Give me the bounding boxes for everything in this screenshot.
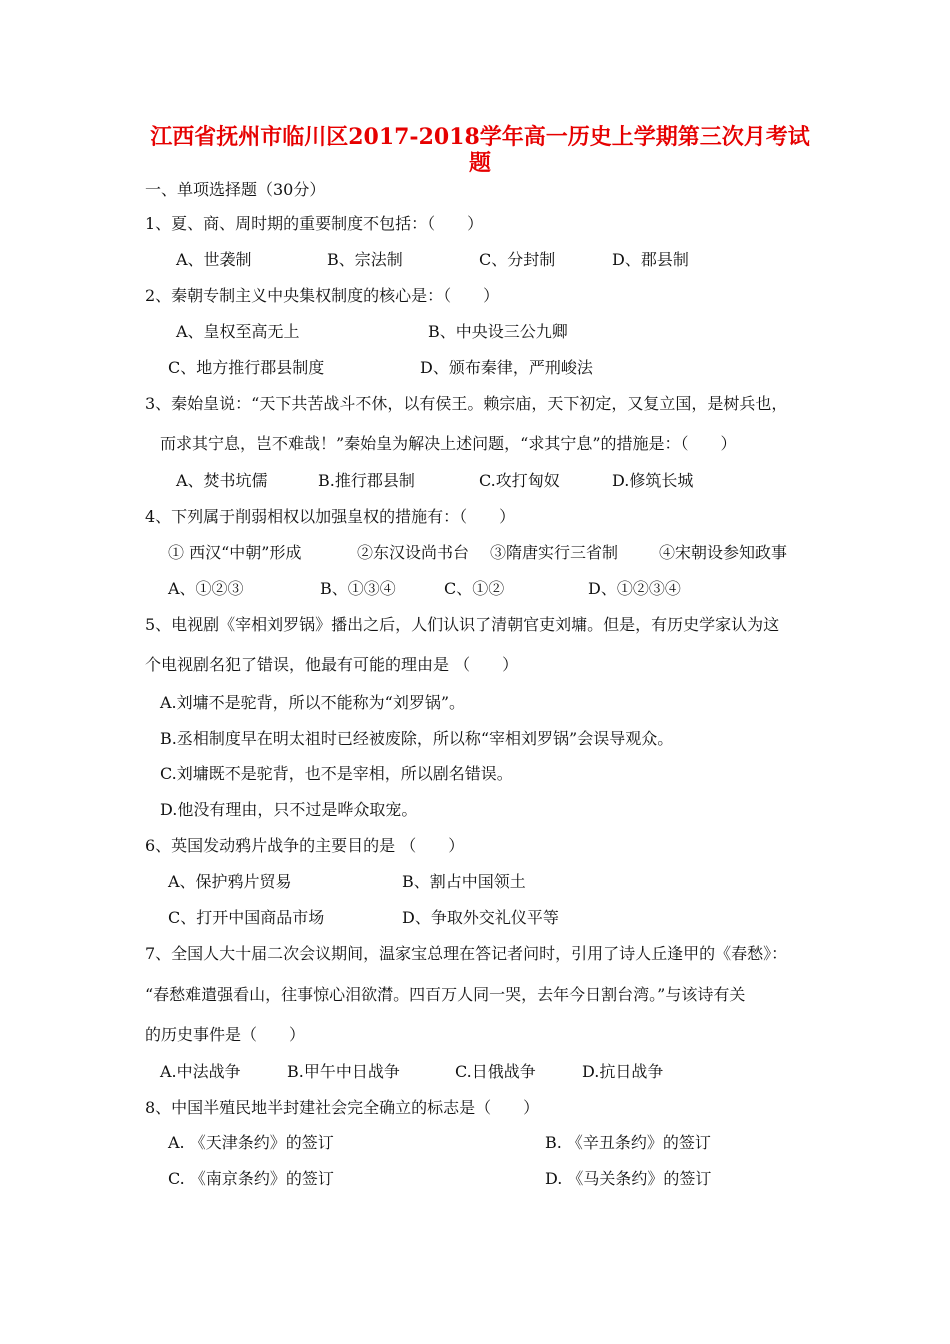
question-4-item-1: ① 西汉“中朝”形成 (168, 543, 302, 562)
question-7-option-b: B.甲午中日战争 (287, 1062, 400, 1081)
question-5-option-a: A.刘墉不是驼背，所以不能称为“刘罗锅”。 (160, 693, 466, 712)
question-4-option-d: D、①②③④ (588, 579, 681, 598)
question-6-option-a: A、保护鸦片贸易 (168, 872, 292, 891)
question-3-stem-line-2: 而求其宁息，岂不难哉！”秦始皇为解决上述问题，“求其宁息”的措施是：（ ） (160, 434, 737, 453)
question-3-option-b: B.推行郡县制 (318, 471, 415, 490)
question-1-option-a: A、世袭制 (176, 250, 252, 269)
section-heading: 一、单项选择题（30分） (145, 180, 326, 199)
exam-title-line-2: 题 (468, 150, 491, 176)
question-5-option-c: C.刘墉既不是驼背，也不是宰相，所以剧名错误。 (160, 764, 513, 783)
question-4-option-c: C、①② (444, 579, 505, 598)
question-7-option-c: C.日俄战争 (455, 1062, 536, 1081)
question-1-option-d: D、郡县制 (612, 250, 689, 269)
question-4-option-b: B、①③④ (320, 579, 396, 598)
question-4-option-a: A、①②③ (168, 579, 244, 598)
question-7-option-a: A.中法战争 (160, 1062, 241, 1081)
question-5-stem-line-2: 个电视剧名犯了错误，他最有可能的理由是 （ ） (145, 655, 519, 674)
question-8-stem: 8、中国半殖民地半封建社会完全确立的标志是（ ） (145, 1098, 540, 1117)
question-7-stem-line-3: 的历史事件是（ ） (145, 1025, 306, 1044)
question-1-option-b: B、宗法制 (327, 250, 403, 269)
exam-title-line-1: 江西省抚州市临川区2017-2018学年高一历史上学期第三次月考试 (150, 124, 810, 150)
question-5-option-d: D.他没有理由，只不过是哗众取宠。 (160, 800, 418, 819)
question-2-option-c: C、地方推行郡县制度 (168, 358, 325, 377)
question-4-item-3: ③隋唐实行三省制 (490, 543, 619, 562)
question-8-option-a: A. 《天津条约》的签订 (168, 1133, 334, 1152)
question-1-option-c: C、分封制 (479, 250, 556, 269)
question-2-option-a: A、皇权至高无上 (176, 322, 300, 341)
question-1-stem: 1、夏、商、周时期的重要制度不包括：（ ） (145, 214, 484, 233)
question-8-option-b: B. 《辛丑条约》的签订 (545, 1133, 711, 1152)
question-7-option-d: D.抗日战争 (582, 1062, 664, 1081)
question-3-option-a: A、焚书坑儒 (176, 471, 268, 490)
question-5-option-b: B.丞相制度早在明太祖时已经被废除，所以称“宰相刘罗锅”会误导观众。 (160, 729, 674, 748)
question-2-stem: 2、秦朝专制主义中央集权制度的核心是：（ ） (145, 286, 500, 305)
question-7-stem-line-1: 7、全国人大十届二次会议期间，温家宝总理在答记者问时，引用了诗人丘逢甲的《春愁》： (145, 944, 788, 963)
question-2-option-b: B、中央设三公九卿 (428, 322, 568, 341)
question-6-option-d: D、争取外交礼仪平等 (402, 908, 559, 927)
question-4-item-4: ④宋朝设参知政事 (659, 543, 788, 562)
question-4-stem: 4、下列属于削弱相权以加强皇权的措施有：（ ） (145, 507, 516, 526)
question-2-option-d: D、颁布秦律，严刑峻法 (420, 358, 593, 377)
question-8-option-d: D. 《马关条约》的签订 (545, 1169, 712, 1188)
question-3-option-c: C.攻打匈奴 (479, 471, 560, 490)
question-6-stem: 6、英国发动鸦片战争的主要目的是 （ ） (145, 836, 465, 855)
question-7-stem-line-2: “春愁难遣强看山，往事惊心泪欲潸。四百万人同一哭，去年今日割台湾。”与该诗有关 (145, 985, 746, 1004)
question-3-option-d: D.修筑长城 (612, 471, 694, 490)
question-4-item-2: ②东汉设尚书台 (357, 543, 470, 562)
question-5-stem-line-1: 5、电视剧《宰相刘罗锅》播出之后，人们认识了清朝官吏刘墉。但是，有历史学家认为这 (145, 615, 780, 634)
question-8-option-c: C. 《南京条约》的签订 (168, 1169, 334, 1188)
question-3-stem-line-1: 3、秦始皇说：“天下共苦战斗不休，以有侯王。赖宗庙，天下初定，又复立国，是树兵也， (145, 394, 788, 413)
question-6-option-c: C、打开中国商品市场 (168, 908, 325, 927)
question-6-option-b: B、割占中国领土 (402, 872, 526, 891)
